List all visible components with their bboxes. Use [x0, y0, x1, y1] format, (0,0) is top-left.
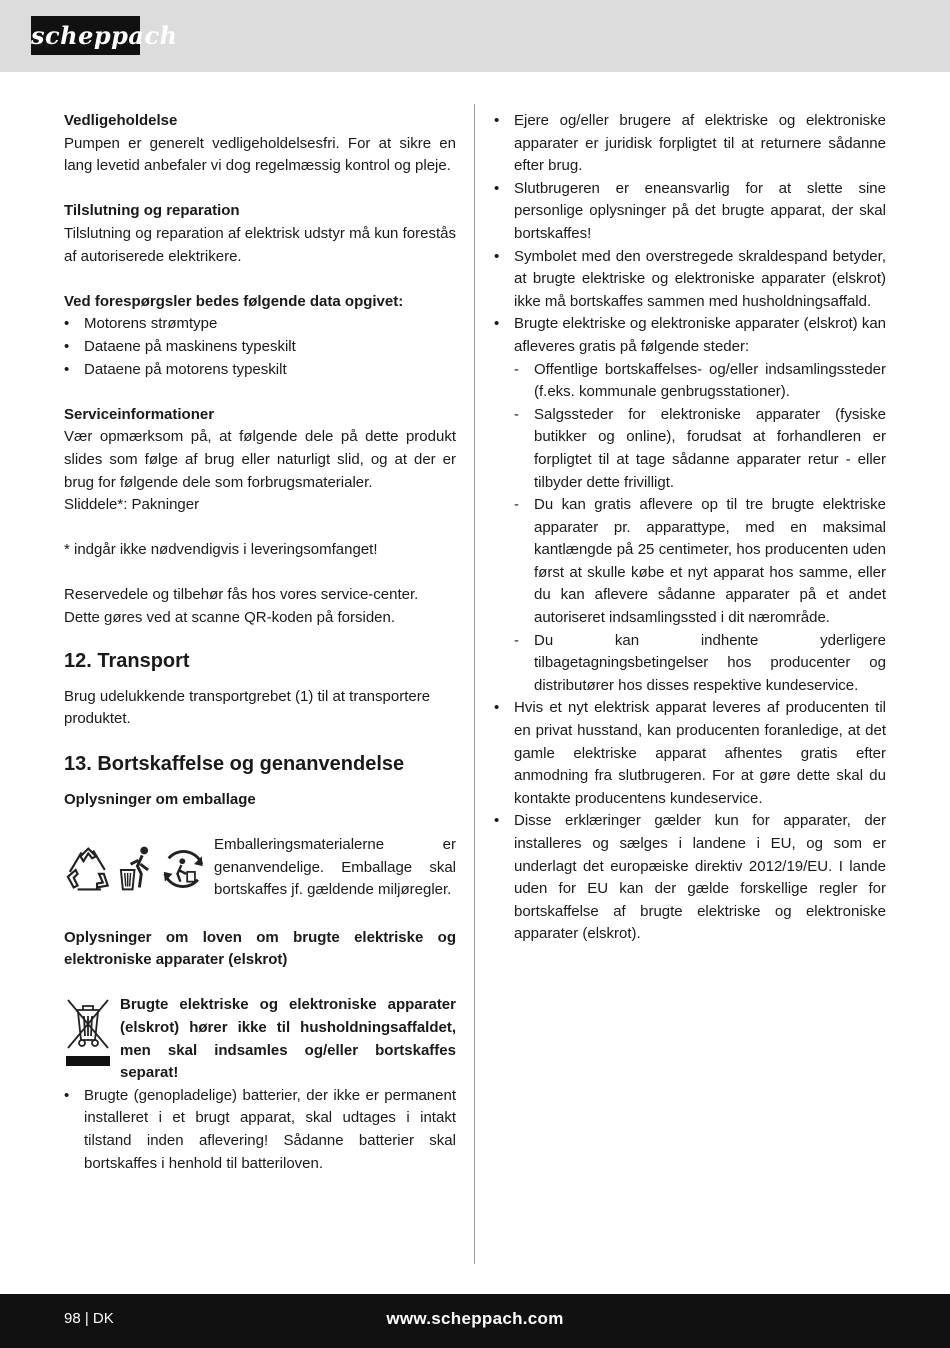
inquiries-heading: Ved forespørgsler bedes følgende data opgivet:	[64, 292, 404, 310]
list-item-text: • Brugte elektriske og elektroniske apparater (elskrot) kan afleveres gratis på følgende steder:	[514, 315, 886, 355]
weee-bold-text: Brugte elektriske og elektroniske apparater (elskrot) hører ikke til husholdningsaffaldet, men skal indsamles og/eller bortskaffes separat!	[120, 996, 456, 1082]
transport-heading: 12. Transport	[64, 649, 190, 672]
packaging-icons	[64, 834, 208, 904]
disposal-heading: 13. Bortskaffelse og genanvendelse	[64, 752, 405, 775]
weee-info-list	[494, 110, 886, 946]
sub-list-item: - Offentlige bortskaffelses- og/eller indsamlingssteder (f.eks. kommunale genbrugsstationer).	[514, 359, 886, 404]
sub-list-item: - Du kan indhente yderligere tilbagetagningsbetingelser hos producenter og distributører hos disses respektive kundeservice.	[514, 630, 886, 698]
service-text: Vær opmærksom på, at følgende dele på dette produkt slides som følge af brug eller naturligt slid, og at der er brug for følgende dele som forbrugsmaterialer.	[64, 428, 456, 491]
connection-heading: Tilslutning og reparation	[64, 202, 240, 220]
weee-heading: Oplysninger om loven om brugte elektriske og elektroniske apparater (elskrot)	[64, 928, 456, 969]
header-bar	[0, 0, 950, 72]
maintenance-text: Pumpen er generelt vedligeholdelsesfri. For at sikre en lang levetid anbefaler vi dog regelmæssig kontrol og pleje.	[64, 134, 456, 175]
footer-bar	[0, 1294, 950, 1348]
list-item: • Brugte (genopladelige) batterier, der ikke er permanent installeret i et brugt apparat, skal udtages i intakt tilstand inden aflevering! Sådanne batterier skal bortskaffes i henhold til batteriloven.	[64, 1085, 456, 1175]
list-item: • Ejere og/eller brugere af elektriske og elektroniske apparater er juridisk forpligtet til at returnere sådanne efter brug.	[494, 110, 886, 178]
brand-logo: scheppach	[31, 16, 140, 55]
right-column	[494, 110, 886, 946]
collection-points-list	[514, 359, 886, 698]
transport-text: Brug udelukkende transportgrebet (1) til at transportere produktet.	[64, 687, 431, 728]
battery-list	[64, 1085, 456, 1175]
packaging-heading: Oplysninger om emballage	[64, 790, 256, 808]
list-item: • Symbolet med den overstregede skraldespand betyder, at brugte elektriske og elektroniske apparater (elskrot) ikke må bortskaffes sammen med husholdningsaffald.	[494, 246, 886, 314]
list-item: • Dataene på motorens typeskilt	[64, 359, 456, 382]
weee-bar	[66, 1056, 110, 1066]
page-number: 98 | DK	[64, 1310, 114, 1327]
recycle-person-icon	[159, 844, 208, 894]
sub-list-item: - Du kan gratis aflevere op til tre brugte elektriske apparater pr. apparattype, med en maksimal kantlængde på 25 centimeter, hos producenten uden først at skulle købe et nyt apparat hos samme, eller du kan aflevere sådanne apparater på et andet autoriseret indsamlingssted i dit nærområde.	[514, 494, 886, 630]
website-url: www.scheppach.com	[386, 1309, 564, 1328]
service-heading: Serviceinformationer	[64, 405, 215, 423]
maintenance-heading: Vedligeholdelse	[64, 112, 178, 129]
list-item: • Slutbrugeren er eneansvarlig for at slette sine personlige oplysninger på det brugte apparat, der skal bortskaffes!	[494, 178, 886, 246]
recycle-icon	[64, 844, 113, 894]
list-item: • Motorens strømtype	[64, 313, 456, 336]
list-item: • Hvis et nyt elektrisk apparat leveres af producenten til en privat husstand, kan producenten foranledige, at det gamle elektriske apparat afhentes gratis efter anmodning fra slutbrugeren. For at gøre dette skal du kontakte producentens kundeservice.	[494, 697, 886, 810]
packaging-text: Emballeringsmaterialerne er genanvendelige. Emballage skal bortskaffes jf. gældende miljøregler.	[214, 836, 456, 899]
column-divider	[474, 104, 475, 1264]
weee-notice	[64, 994, 456, 1084]
connection-text: Tilslutning og reparation af elektrisk udstyr må kun forestås af autoriserede elektrikere.	[64, 224, 456, 265]
inquiries-list	[64, 313, 456, 381]
left-column	[64, 110, 456, 1175]
wear-parts-text: Sliddele*: Pakninger	[64, 496, 200, 514]
tidy-man-icon	[117, 844, 156, 894]
sub-list-item: - Salgssteder for elektroniske apparater (fysiske butikker og online), forudsat at forhandleren er forpligtet til at tage sådanne apparater retur - eller tilbyder dette frivilligt.	[514, 404, 886, 494]
list-item: • Disse erklæringer gælder kun for apparater, der installeres og sælges i landene i EU, og som er underlagt det europæiske direktiv 2012/19/EU. I lande uden for EU kan der gælde forskellige regler for bortskaffelse af brugte elektriske og elektroniske apparater (elskrot).	[494, 810, 886, 946]
footnote-text: * indgår ikke nødvendigvis i leveringsomfanget!	[64, 541, 378, 559]
packaging-info	[64, 834, 456, 904]
spare-parts-text: Reservedele og tilbehør fås hos vores service-center. Dette gøres ved at scanne QR-koden på forsiden.	[64, 586, 419, 627]
crossed-bin-icon	[65, 998, 111, 1050]
list-item: • Dataene på maskinens typeskilt	[64, 336, 456, 359]
list-item	[494, 313, 886, 697]
weee-symbol	[64, 994, 112, 1066]
